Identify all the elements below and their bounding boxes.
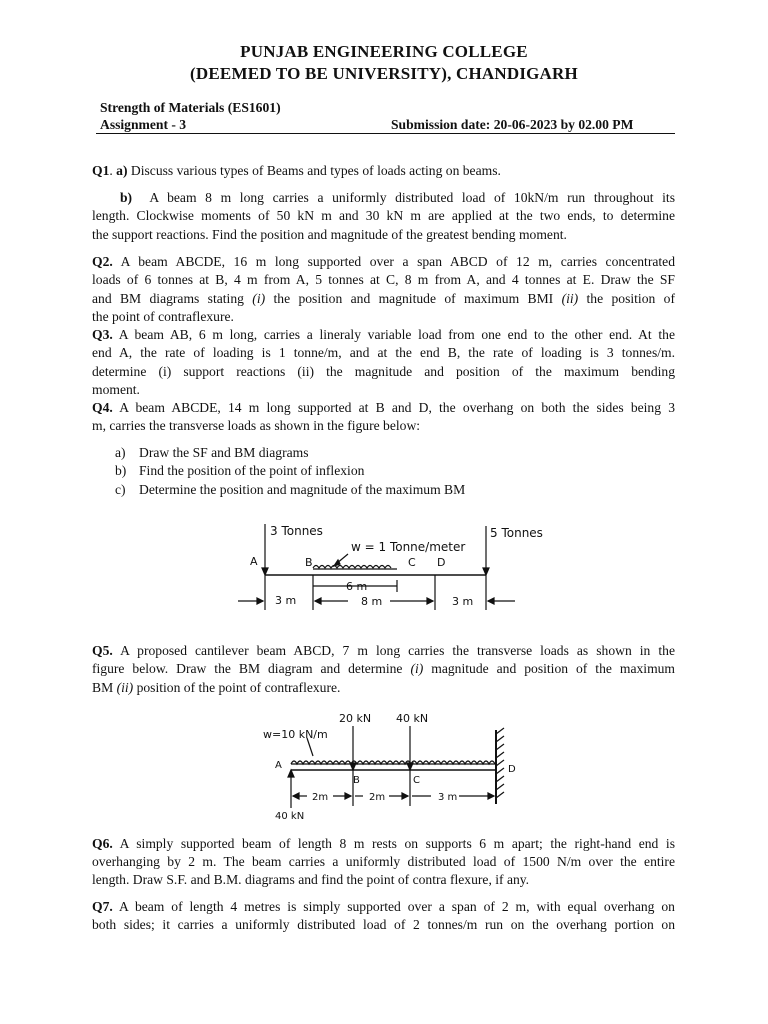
- q5-point-a: A: [275, 760, 282, 771]
- q4-dim-left: 3 m: [275, 594, 297, 607]
- q4-label: Q4.: [92, 400, 113, 415]
- q1-b-line2: length. Clockwise moments of 50 kN m and 30 kN m are applied at the two ends, to determine: [92, 208, 675, 223]
- college-name: PUNJAB ENGINEERING COLLEGE: [240, 42, 528, 61]
- q3-line3: determine (i) support reactions (ii) the magnitude and position of the maximum bending: [92, 364, 675, 379]
- q5-line1: Q5. A proposed cantilever beam ABCD, 7 m long carries the transverse loads as shown in the: [92, 643, 675, 658]
- q2-line1: Q2. A beam ABCDE, 16 m long supported over a span ABCD of 12 m, carries concentrated: [92, 254, 675, 269]
- q5-point-d: D: [508, 764, 516, 775]
- q4-line1: Q4. A beam ABCDE, 14 m long supported at B and D, the overhang on both the sides being 3: [92, 400, 675, 415]
- q1-b-line1: b) A beam 8 m long carries a uniformly distributed load of 10kN/m run throughout its: [120, 190, 675, 205]
- q5-label: Q5.: [92, 643, 113, 658]
- q3-line2: end A, the rate of loading is 1 tonne/m, and at the end B, the rate of loading is 3 tonnes/m.: [92, 345, 675, 360]
- q4-dim-right: 3 m: [452, 595, 474, 608]
- q5-dim-2: 2m: [369, 792, 386, 803]
- q4-dim-mid: 8 m: [361, 595, 383, 608]
- q4-beam-figure: [230, 518, 543, 618]
- q2-line3: and BM diagrams stating (i) the position and magnitude of maximum BMI (ii) the position of: [92, 291, 675, 306]
- q2-label: Q2.: [92, 254, 113, 269]
- q5-point-c: C: [413, 775, 420, 786]
- q4-load-left-label: 3 Tonnes: [270, 524, 323, 538]
- q1-a-label: a): [116, 163, 128, 178]
- q4-udl: [313, 566, 391, 569]
- q4-item-c: c) Determine the position and magnitude of the maximum BM: [115, 482, 466, 497]
- q4-udl-label: w = 1 Tonne/meter: [351, 540, 466, 554]
- q4-point-a: A: [250, 555, 258, 568]
- q6-label: Q6.: [92, 836, 113, 851]
- q2-line2: loads of 6 tonnes at B, 4 m from A, 5 tonnes at C, 8 m from A, and 4 tonnes at E. Draw the SF: [92, 272, 675, 287]
- q4-point-c: C: [408, 556, 416, 569]
- q4-item-a: a) Draw the SF and BM diagrams: [115, 445, 309, 460]
- q4-item-b: b) Find the position of the point of inflexion: [115, 463, 365, 478]
- assignment-number: Assignment - 3: [100, 117, 187, 132]
- q3-line1: Q3. A beam AB, 6 m long, carries a lineraly variable load from one end to the other end. At the: [92, 327, 676, 342]
- q1-label: Q1: [92, 163, 110, 178]
- q4-point-d: D: [437, 556, 446, 569]
- q6-line3: length. Draw S.F. and B.M. diagrams and find the point of contra flexure, if any.: [92, 872, 530, 887]
- q5-cantilever-figure: [255, 708, 525, 823]
- q1-a-text: Discuss various types of Beams and types of loads acting on beams.: [130, 163, 501, 178]
- header-rule: [96, 133, 675, 134]
- q5-point-b: B: [353, 775, 360, 786]
- q5-udl-label: w=10 kN/m: [263, 728, 328, 741]
- q1-part-a: Q1. a) Discuss various types of Beams and types of loads acting on beams.: [92, 163, 501, 178]
- q4-point-b: B: [305, 556, 313, 569]
- q5-line3: BM (ii) position of the point of contraflexure.: [92, 680, 341, 695]
- university-name: (DEEMED TO BE UNIVERSITY), CHANDIGARH: [190, 64, 578, 83]
- q7-label: Q7.: [92, 899, 113, 914]
- q5-load-a-label: 40 kN: [275, 811, 305, 822]
- q5-load-b-label: 20 kN: [339, 712, 372, 725]
- q6-line1: Q6. A simply supported beam of length 8 m rests on supports 6 m apart; the right-hand end is: [92, 836, 675, 851]
- q5-line2: figure below. Draw the BM diagram and determine (i) magnitude and position of the maximum: [92, 661, 676, 676]
- q3-label: Q3.: [92, 327, 113, 342]
- q5-udl: [291, 761, 495, 764]
- q6-line2: overhanging by 2 m. The beam carries a uniformly distributed load of 1500 N/m over the entire: [92, 854, 675, 869]
- q1-b-label: b): [120, 190, 133, 205]
- q3-line4: moment.: [92, 382, 140, 397]
- submission-date: Submission date: 20-06-2023 by 02.00 PM: [391, 117, 634, 132]
- q4-load-right-label: 5 Tonnes: [490, 526, 543, 540]
- q2-line4: the point of contraflexure.: [92, 309, 234, 324]
- q5-dim-3: 3 m: [438, 792, 458, 803]
- q4-dim-6m: 6 m: [346, 580, 368, 593]
- q1-b-line3: the support reactions. Find the position and magnitude of the greatest bending moment.: [92, 227, 567, 242]
- subject-title: Strength of Materials (ES1601): [100, 100, 281, 115]
- q7-line2: both sides; it carries a uniformly distributed load of 2 tonnes/m run on the overhang portion on: [92, 917, 675, 932]
- q5-load-c-label: 40 kN: [396, 712, 429, 725]
- q7-line1: Q7. A beam of length 4 metres is simply supported over a span of 2 m, with equal overhang on: [92, 899, 675, 914]
- q5-dim-1: 2m: [312, 792, 329, 803]
- q4-line2: m, carries the transverse loads as shown in the figure below:: [92, 418, 421, 433]
